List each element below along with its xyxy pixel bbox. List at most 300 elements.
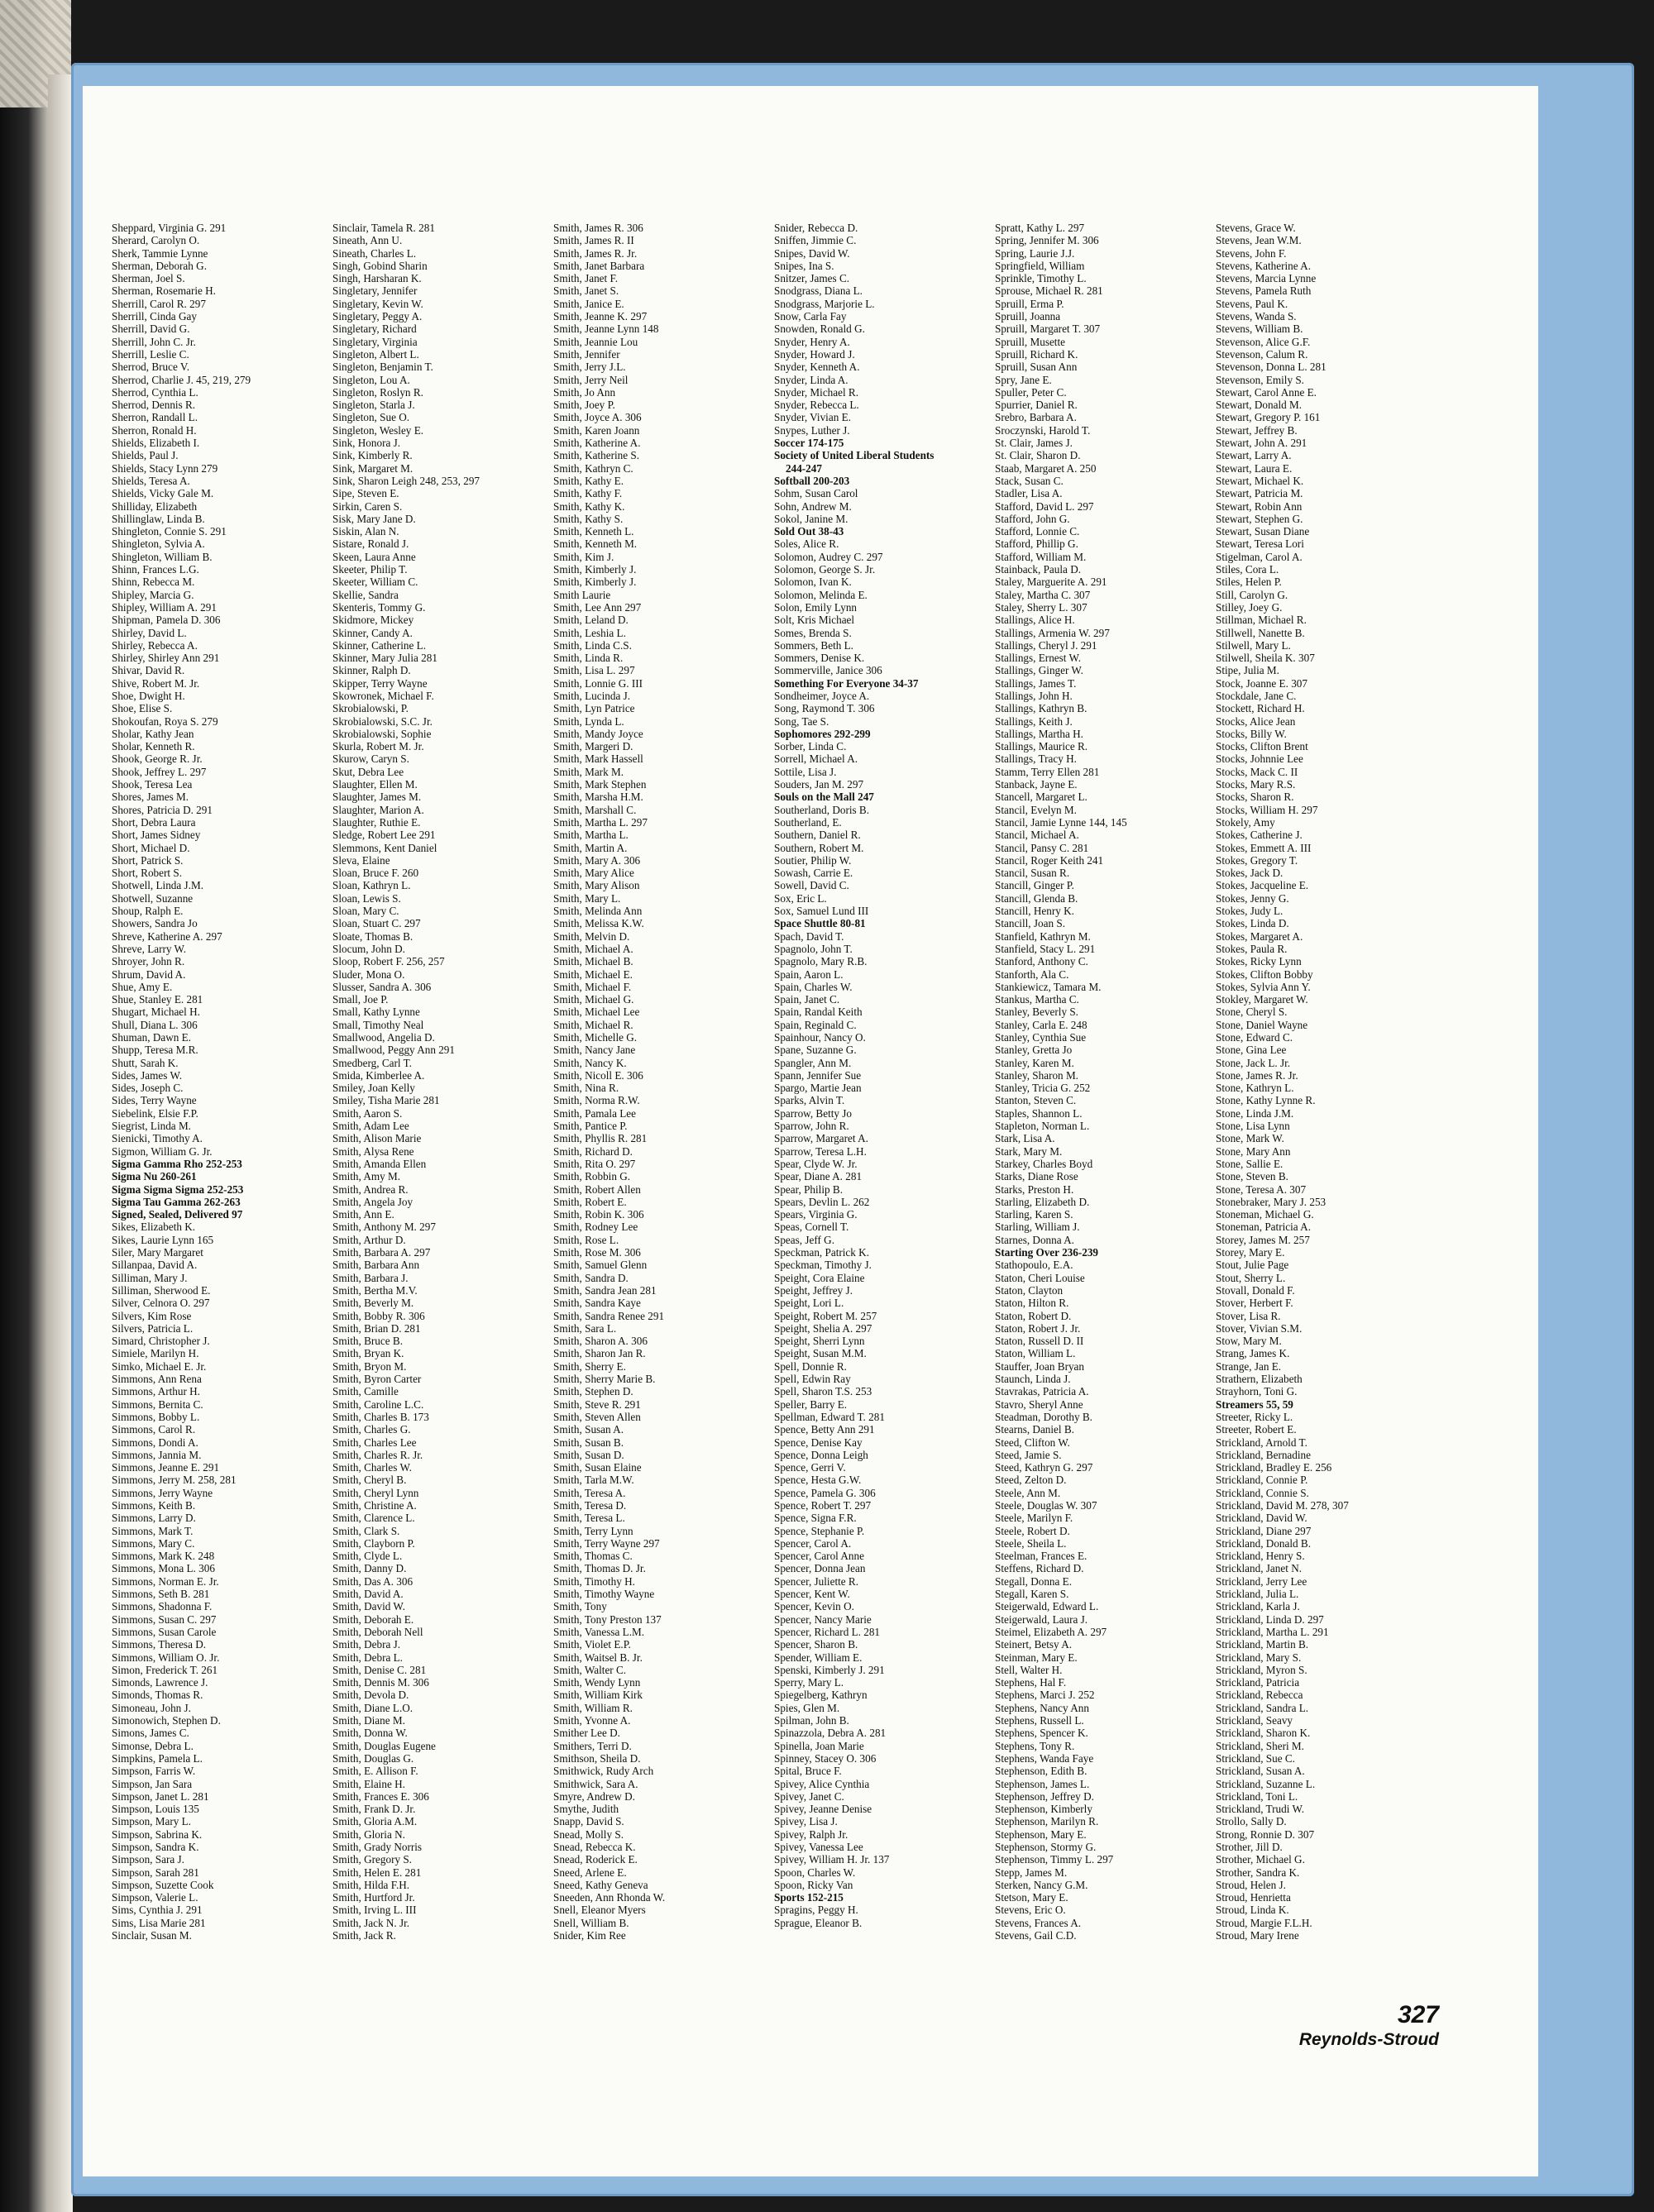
index-entry: Small, Kathy Lynne [332,1006,420,1019]
index-entry: Simon, Frederick T. 261 [112,1663,218,1676]
index-entry: Sholar, Kenneth R. [112,740,195,753]
index-entry: Shipley, Marcia G. [112,588,194,601]
index-entry: Spence, Betty Ann 291 [774,1423,875,1436]
index-entry: Smith, Bertha M.V. [332,1283,418,1297]
index-entry: Smith, Timothy H. [553,1574,635,1588]
index-entry: Sinclair, Susan M. [112,1929,192,1942]
index-entry: Smith, Dennis M. 306 [332,1676,429,1689]
index-entry: Stevens, Marcia Lynne [1216,272,1317,285]
index-entry: Stephenson, Stormy G. [995,1841,1097,1853]
index-entry: Staton, William L. [995,1347,1076,1360]
index-entry: Sparks, Alvin T. [774,1094,845,1107]
index-entry: Spurrier, Daniel R. [995,399,1078,412]
index-entry: Starling, William J. [995,1221,1080,1234]
index-entry: Storey, James M. 257 [1216,1233,1310,1246]
index-entry: Snipes, Ina S. [774,259,834,272]
index-entry: Smith, William Kirk [553,1689,643,1702]
index-entry: Sloan, Stuart C. 297 [332,917,421,930]
index-entry: Stevens, Grace W. [1216,222,1296,234]
index-entry: Stocks, Mary R.S. [1216,778,1296,791]
index-entry: Stanley, Gretta Jo [995,1044,1073,1057]
index-entry: Smith, Susan D. [553,1448,624,1461]
index-entry: Simpson, Sarah 281 [112,1866,199,1879]
index-entry: Spencer, Donna Jean [774,1562,866,1575]
index-entry: Streamers 55, 59 [1216,1397,1293,1411]
index-entry: Stallings, John H. [995,689,1073,702]
index-entry: Shive, Robert M. Jr. [112,676,200,690]
index-entry: Spell, Donnie R. [774,1359,847,1373]
index-entry: Smith, Kenneth L. [553,525,634,538]
index-entry: Smith, Charles Lee [332,1436,417,1449]
index-entry: Smith, Hilda F.H. [332,1878,410,1891]
index-entry: Smith, Cheryl B. [332,1474,407,1487]
index-entry: Song, Tae S. [774,714,829,728]
index-entry: Strother, Sandra K. [1216,1866,1300,1879]
index-entry: Strickland, Seavy [1216,1714,1293,1727]
index-entry: Sigma Gamma Rho 252-253 [112,1157,242,1170]
index-entry: Smith, Rita O. 297 [553,1157,636,1170]
index-entry: Shokoufan, Roya S. 279 [112,714,218,728]
index-entry: Smith, Grady Norris [332,1841,423,1853]
index-entry: Spruill, Margaret T. 307 [995,322,1101,336]
index-entry: Smith, Kathryn C. [553,461,633,475]
index-entry: Song, Raymond T. 306 [774,702,875,715]
index-entry: Simpson, Sara J. [112,1853,184,1866]
index-entry: Siler, Mary Margaret [112,1246,203,1259]
index-entry: Stevenson, Calum R. [1216,347,1308,361]
index-entry: Simpson, Suzette Cook [112,1878,214,1891]
index-entry: Skrobialowski, Sophie [332,727,432,740]
index-entry: Smithers, Terri D. [553,1739,632,1752]
index-entry: Simmons, Carol R. [112,1423,196,1436]
index-entry: Stocks, Mack C. II [1216,765,1298,778]
index-entry: Shields, Teresa A. [112,474,190,487]
index-entry: Skinner, Catherine L. [332,638,427,652]
index-entry: Stegall, Donna E. [995,1574,1073,1588]
index-entry: Stevens, Eric O. [995,1904,1066,1917]
index-entry: Skinner, Candy A. [332,626,413,639]
index-entry: Stanforth, Ala C. [995,967,1069,981]
index-entry: Strickland, Sharon K. [1216,1727,1311,1740]
index-entry: Stephens, Tony R. [995,1739,1075,1752]
index-entry: Stewart, John A. 291 [1216,437,1307,450]
index-entry: Strickland, David W. [1216,1512,1307,1525]
index-entry: Sineath, Charles L. [332,246,417,260]
index-entry: Smith, Mark M. [553,765,624,778]
index-entry: Staples, Shannon L. [995,1106,1083,1120]
index-entry: Simmons, Susan C. 297 [112,1612,217,1626]
index-entry: Spruill, Musette [995,335,1065,348]
index-entry: Stigelman, Carol A. [1216,550,1303,563]
index-entry: Shores, Patricia D. 291 [112,803,213,816]
index-entry: Spence, Stephanie P. [774,1524,865,1537]
index-entry: Strange, Jan E. [1216,1359,1282,1373]
index-entry: Sophomores 292-299 [774,727,871,740]
index-entry: Spital, Bruce F. [774,1765,842,1778]
index-entry: Smith, Michael B. [553,955,633,968]
index-entry: Stetson, Mary E. [995,1891,1068,1904]
index-entry: Spivey, Alice Cynthia [774,1777,870,1790]
index-entry: Stout, Sherry L. [1216,1271,1286,1284]
index-entry: Smith, Christine A. [332,1498,417,1512]
index-entry: Snodgrass, Diana L. [774,284,863,298]
index-entry: Smith, Clayborn P. [332,1536,415,1550]
index-entry: Stallings, Ernest W. [995,652,1082,665]
index-entry: Steele, Douglas W. 307 [995,1498,1097,1512]
index-entry: Spencer, Nancy Marie [774,1612,872,1626]
index-entry: Stevens, William B. [1216,322,1303,336]
index-entry: Stearns, Daniel B. [995,1423,1074,1436]
index-entry: Stepp, James M. [995,1866,1068,1879]
index-entry: Sigma Nu 260-261 [112,1170,197,1183]
index-entry: Smith, Sandra D. [553,1271,629,1284]
index-entry: Speller, Barry E. [774,1397,848,1411]
index-entry: Smith, Frank D. Jr. [332,1803,416,1816]
index-entry: Sherrill, David G. [112,322,190,336]
index-entry: Shirley, Rebecca A. [112,638,198,652]
index-entry: Smith, Karen Joann [553,423,640,437]
index-entry: Sloop, Robert F. 256, 257 [332,955,445,968]
index-entry: Spender, William E. [774,1651,863,1664]
index-entry: Stokes, Margaret A. [1216,929,1303,943]
index-entry: Silliman, Mary J. [112,1271,188,1284]
index-entry: Singletary, Richard [332,322,417,336]
index-entry: Stow, Mary M. [1216,1335,1282,1348]
index-entry: Simpson, Jan Sara [112,1777,193,1790]
index-entry: Shilliday, Elizabeth [112,499,198,513]
index-entry: Skipper, Terry Wayne [332,676,428,690]
index-entry: Smith, Teresa D. [553,1498,627,1512]
index-entry: Smith, Caroline L.C. [332,1397,424,1411]
index-entry: Smith, Janet F. [553,272,619,285]
index-entry: Smith, Deborah E. [332,1612,414,1626]
index-entry: Sinclair, Tamela R. 281 [332,222,435,234]
index-entry: Singletary, Jennifer [332,284,418,298]
index-entry: Starling, Elizabeth D. [995,1195,1090,1208]
index-entry: Sox, Eric L. [774,891,827,905]
index-entry: Staton, Russell D. II [995,1335,1084,1348]
index-entry: Smiley, Tisha Marie 281 [332,1094,440,1107]
index-entry: Stephens, Russell L. [995,1714,1084,1727]
index-entry: Staton, Robert D. [995,1309,1072,1322]
index-entry: Stewart, Michael K. [1216,474,1304,487]
index-entry: Speight, Lori L. [774,1297,844,1310]
index-entry: Stephenson, Timmy L. 297 [995,1853,1114,1866]
index-entry: Smith, Clark S. [332,1524,400,1537]
index-entry: Sprague, Eleanor B. [774,1916,863,1929]
index-entry: Stevenson, Alice G.F. [1216,335,1311,348]
index-entry: Smith, Sandra Renee 291 [553,1309,665,1322]
index-entry: Simpson, Sabrina K. [112,1827,203,1841]
index-entry: Stevens, Katherine A. [1216,259,1311,272]
index-entry: Snyder, Kenneth A. [774,361,860,374]
index-entry: Simmons, Mona L. 306 [112,1562,215,1575]
index-entry: Sherrod, Charlie J. 45, 219, 279 [112,373,251,386]
index-entry: Stancil, Pansy C. 281 [995,841,1089,854]
index-entry: Stilwell, Sheila K. 307 [1216,652,1315,665]
index-entry: Smith, Sandra Jean 281 [553,1283,657,1297]
index-entry: Skurow, Caryn S. [332,752,409,766]
index-entry: Spear, Philip B. [774,1182,843,1196]
index-entry: Spainhour, Nancy O. [774,1031,866,1044]
index-entry: Sirkin, Caren S. [332,499,403,513]
index-entry: Short, Debra Laura [112,815,196,829]
index-entry: Simonse, Debra L. [112,1739,194,1752]
index-entry: Smith, Kathy K. [553,499,625,513]
index-column-2 [332,222,553,1975]
index-entry: Simpson, Farris W. [112,1765,196,1778]
index-entry: Smith, Mary Alice [553,867,634,880]
index-entry: Speckman, Timothy J. [774,1259,872,1272]
index-entry: Sholar, Kathy Jean [112,727,194,740]
index-entry: Stone, Teresa A. 307 [1216,1182,1307,1196]
index-entry: Strickland, Connie P. [1216,1474,1308,1487]
index-entry: Stipe, Julia M. [1216,664,1279,677]
index-entry: Slemmons, Kent Daniel [332,841,437,854]
index-entry: Singleton, Sue O. [332,411,410,424]
index-entry: 244-247 [786,461,822,475]
index-entry: Sims, Cynthia J. 291 [112,1904,203,1917]
index-entry: Strother, Michael G. [1216,1853,1305,1866]
index-entry: Solomon, Melinda E. [774,588,868,601]
index-entry: Stewart, Stephen G. [1216,512,1303,525]
index-entry: Smith, Michael F. [553,980,632,993]
index-entry: Sommers, Beth L. [774,638,853,652]
index-entry: Smith, Mandy Joyce [553,727,643,740]
index-entry: Shue, Amy E. [112,980,173,993]
index-entry: Stephens, Spencer K. [995,1727,1088,1740]
index-entry: Spry, Jane E. [995,373,1052,386]
index-entry: Staton, Robert J. Jr. [995,1321,1081,1335]
index-entry: Stone, Kathy Lynne R. [1216,1094,1316,1107]
index-entry: Stafford, David L. 297 [995,499,1094,513]
index-entry: Skrobialowski, P. [332,702,409,715]
index-entry: Steadman, Dorothy B. [995,1410,1092,1423]
index-entry: Spivey, Ralph Jr. [774,1827,849,1841]
index-entry: Stockdale, Jane C. [1216,689,1297,702]
index-entry: Stover, Vivian S.M. [1216,1321,1303,1335]
index-entry: Simiele, Marilyn H. [112,1347,199,1360]
index-entry: Stewart, Robin Ann [1216,499,1303,513]
index-entry: Skurla, Robert M. Jr. [332,740,424,753]
index-entry: Solt, Kris Michael [774,614,855,627]
index-entry: Stallings, James T. [995,676,1077,690]
index-entry: Stephens, Nancy Ann [995,1701,1089,1714]
index-entry: Sloan, Kathryn L. [332,879,411,892]
index-entry: Stocks, Johnnie Lee [1216,752,1303,766]
index-entry: Stokes, Catherine J. [1216,829,1303,842]
index-entry: Stankiewicz, Tamara M. [995,980,1102,993]
index-entry: Southern, Daniel R. [774,829,861,842]
index-entry: Strathern, Elizabeth [1216,1373,1303,1386]
index-entry: Skowronek, Michael F. [332,689,434,702]
index-entry: Singleton, Roslyn R. [332,385,423,399]
index-entry: Strickland, Connie S. [1216,1486,1309,1499]
index-entry: Smith, Terry Wayne 297 [553,1536,660,1550]
index-entry: Stewart, Donald M. [1216,399,1303,412]
index-entry: Smithson, Sheila D. [553,1751,641,1765]
index-entry: Spencer, Carol Anne [774,1550,864,1563]
index-entry: Stancil, Michael A. [995,829,1079,842]
index-entry: Smith, Sharon A. 306 [553,1335,648,1348]
index-entry: Stancil, Roger Keith 241 [995,853,1104,867]
index-entry: Snyder, Vivian E. [774,411,851,424]
index-entry: Stancill, Joan S. [995,917,1065,930]
index-entry: Spinella, Joan Marie [774,1739,864,1752]
index-entry: St. Clair, Sharon D. [995,449,1081,462]
index-entry: Spivey, Lisa J. [774,1815,838,1828]
index-entry: Singleton, Starla J. [332,399,415,412]
index-entry: Smith, Marsha H.M. [553,791,643,804]
index-entry: Smith, Amy M. [332,1170,401,1183]
index-entry: Simmons, Shadonna F. [112,1600,213,1613]
index-entry: Spruill, Richard K. [995,347,1078,361]
index-entry: Simko, Michael E. Jr. [112,1359,207,1373]
index-entry: Slaughter, Ruthie E. [332,815,421,829]
index-entry: Society of United Liberal Students [774,449,935,462]
index-entry: Shirley, Shirley Ann 291 [112,652,220,665]
index-entry: Stafford, John G. [995,512,1070,525]
index-entry: Steinman, Mary E. [995,1651,1078,1664]
index-entry: Stephens, Wanda Faye [995,1751,1094,1765]
index-entry: Smith, Janet Barbara [553,259,645,272]
index-entry: Shugart, Michael H. [112,1006,200,1019]
index-entry: Steffens, Richard D. [995,1562,1084,1575]
index-entry: Stallings, Kathryn B. [995,702,1088,715]
index-entry: Stokely, Amy [1216,815,1275,829]
index-entry: Sox, Samuel Lund III [774,905,869,918]
index-entry: Starkey, Charles Boyd [995,1157,1093,1170]
index-entry: Stocks, Billy W. [1216,727,1287,740]
index-entry: Shotwell, Suzanne [112,891,194,905]
index-entry: Smith, Lynda L. [553,714,624,728]
index-entry: Shreve, Larry W. [112,942,187,955]
index-entry: Shotwell, Linda J.M. [112,879,203,892]
index-entry: Snead, Roderick E. [553,1853,638,1866]
index-entry: Smith, Tony Preston 137 [553,1612,662,1626]
index-entry: Snell, Eleanor Myers [553,1904,646,1917]
index-entry: Strickland, Suzanne L. [1216,1777,1316,1790]
index-entry: Strickland, Sandra L. [1216,1701,1309,1714]
index-entry: Small, Joe P. [332,993,389,1006]
index-entry: Streeter, Robert E. [1216,1423,1297,1436]
index-entry: Stocks, William H. 297 [1216,803,1318,816]
index-entry: Smith, Charles G. [332,1423,411,1436]
index-entry: Smith, Susan B. [553,1436,624,1449]
index-entry: Smith, Robert Allen [553,1182,641,1196]
index-entry: Shue, Stanley E. 281 [112,993,203,1006]
index-entry: Smith, Jo Ann [553,385,616,399]
index-entry: Shillinglaw, Linda B. [112,512,205,525]
index-entry: Smith, Robbin G. [553,1170,631,1183]
index-entry: Stallings, Martha H. [995,727,1083,740]
index-entry: Short, James Sidney [112,829,201,842]
index-entry: Stone, Mark W. [1216,1132,1284,1145]
index-entry: Stevenson, Donna L. 281 [1216,361,1327,374]
index-column-1 [112,222,332,1975]
index-entry: Strother, Jill D. [1216,1841,1283,1853]
index-entry: Smedberg, Carl T. [332,1056,412,1069]
index-entry: Stephenson, Kimberly [995,1803,1092,1816]
index-entry: Singh, Gobind Sharin [332,259,428,272]
index-entry: Smith, Margeri D. [553,740,633,753]
index-entry: Stewart, Jeffrey B. [1216,423,1298,437]
index-entry: Smithwick, Sara A. [553,1777,638,1790]
index-entry: Stancill, Glenda B. [995,891,1078,905]
index-entry: Sparrow, Margaret A. [774,1132,868,1145]
index-entry: Spargo, Martie Jean [774,1082,862,1095]
index-entry: Stephens, Hal F. [995,1676,1067,1689]
index-entry: Slaughter, Marion A. [332,803,424,816]
index-entry: Shook, Teresa Lea [112,778,193,791]
index-entry: Stancill, Ginger P. [995,879,1074,892]
index-entry: Spivey, Janet C. [774,1789,844,1803]
index-entry: St. Clair, James J. [995,437,1073,450]
index-entry: Stilley, Joey G. [1216,600,1283,614]
index-entry: Sherron, Ronald H. [112,423,197,437]
index-entry: Smith, Joyce A. 306 [553,411,642,424]
index-entry: Stewart, Patricia M. [1216,487,1303,500]
index-entry: Spane, Suzanne G. [774,1044,857,1057]
index-entry: Smith, Susan A. [553,1423,624,1436]
index-entry: Stanley, Carla E. 248 [995,1018,1088,1031]
index-entry: Smith, James R. II [553,234,634,247]
index-entry: Stone, Mary Ann [1216,1144,1291,1158]
index-entry: Skeeter, Philip T. [332,563,408,576]
index-entry: Sink, Honora J. [332,437,401,450]
index-entry: Storey, Mary E. [1216,1246,1285,1259]
index-entry: Smith, Yvonne A. [553,1714,631,1727]
index-entry: Staton, Clayton [995,1283,1064,1297]
index-entry: Stanley, Beverly S. [995,1006,1078,1019]
index-entry: Sigmon, William G. Jr. [112,1144,213,1158]
index-entry: Smith, Robert E. [553,1195,627,1208]
index-entry: Smith, Sherry E. [553,1359,626,1373]
index-entry: Strickland, Diane 297 [1216,1524,1312,1537]
index-entry: Stephenson, Jeffrey D. [995,1789,1094,1803]
index-entry: Sherrill, Leslie C. [112,347,189,361]
index-entry: Steele, Marilyn F. [995,1512,1073,1525]
index-entry: Shutt, Sarah K. [112,1056,179,1069]
index-entry: Sistare, Ronald J. [332,537,409,551]
index-entry: Snyder, Rebecca L. [774,399,859,412]
index-entry: Smith, Joey P. [553,399,615,412]
index-entry: Smith Laurie [553,588,611,601]
index-entry: Soccer 174-175 [774,437,844,450]
index-entry: Smith, Gregory S. [332,1853,412,1866]
index-entry: Simmons, Seth B. 281 [112,1588,210,1601]
facing-page-edge [48,74,73,2212]
index-entry: Stiles, Cora L. [1216,563,1279,576]
index-entry: Smith, Amanda Ellen [332,1157,427,1170]
index-column-4 [774,222,995,1975]
index-entry: Sherman, Joel S. [112,272,185,285]
index-entry: Strickland, David M. 278, 307 [1216,1498,1349,1512]
index-entry: Sikes, Laurie Lynn 165 [112,1233,214,1246]
index-entry: Smith, Das A. 306 [332,1574,414,1588]
index-entry: Sink, Margaret M. [332,461,414,475]
index-entry: Smith, Charles W. [332,1461,412,1474]
index-entry: Staton, Cheri Louise [995,1271,1085,1284]
index-entry: Solon, Emily Lynn [774,600,858,614]
index-entry: Short, Michael D. [112,841,190,854]
index-entry: Smith, Michael Lee [553,1006,640,1019]
index-entry: Smith, Kimberly J. [553,576,637,589]
index-entry: Silvers, Kim Rose [112,1309,192,1322]
index-entry: Stout, Julie Page [1216,1259,1289,1272]
index-entry: Shook, George R. Jr. [112,752,203,766]
index-entry: Smith, Cheryl Lynn [332,1486,419,1499]
